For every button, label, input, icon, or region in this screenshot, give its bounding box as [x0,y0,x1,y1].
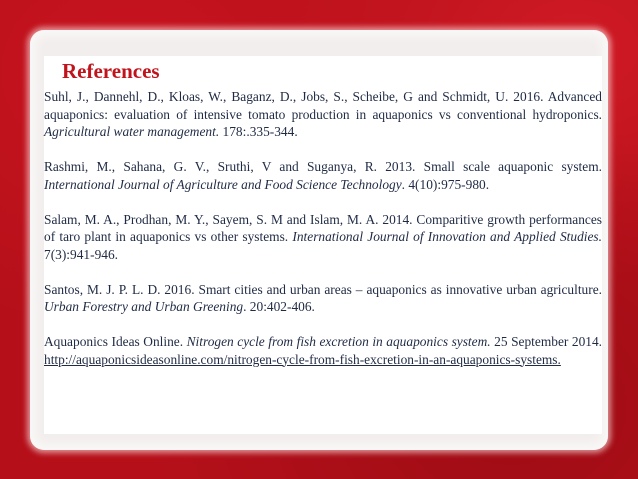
reference-authors: Santos, M. J. P. L. D. 2016. Smart cities and urban areas – aquaponics as innovative urban agriculture. [44,281,602,297]
reference-details: 7(3):941-946. [44,246,119,262]
reference-item [44,88,602,141]
reference-details: . 4(10):975-980. [401,176,490,192]
reference-authors: Salam, M. A., Prodhan, M. Y., Sayem, S. M and Islam, M. A. 2014. Comparitive growth performances of taro plant in aquaponics vs other systems. [44,211,602,244]
reference-item [44,158,602,193]
reference-list [44,88,602,386]
reference-authors: Aquaponics Ideas Online. [44,334,187,349]
reference-journal: Agricultural water management. [44,124,220,139]
reference-link[interactable]: http://aquaponicsideasonline.com/nitrogen-cycle-from-fish-excretion-in-an-aquaponics-systems. [44,351,561,367]
reference-item [44,211,602,264]
reference-item [44,333,602,368]
reference-journal: International Journal of Innovation and Applied Studies. [292,229,602,244]
reference-details: . 20:402-406. [243,299,315,314]
reference-journal: Nitrogen cycle from fish excretion in aquaponics system. [186,334,491,349]
reference-details: 178:.335-344. [219,124,298,139]
reference-authors: Suhl, J., Dannehl, D., Kloas, W., Baganz, D., Jobs, S., Scheibe, G and Schmidt, U. 2016. Advanced aquaponics: evaluation of intensive tomato production in aquaponics vs conventional hydroponics. [44,89,602,122]
reference-authors: Rashmi, M., Sahana, G. V., Sruthi, V and Suganya, R. 2013. Small scale aquaponic system. [44,159,602,174]
slide-title: References [62,59,160,83]
reference-journal: International Journal of Agriculture and Food Science Technology [44,176,402,192]
reference-details: 25 September 2014. [490,334,603,349]
reference-journal: Urban Forestry and Urban Greening [44,299,244,314]
reference-item [44,281,602,316]
